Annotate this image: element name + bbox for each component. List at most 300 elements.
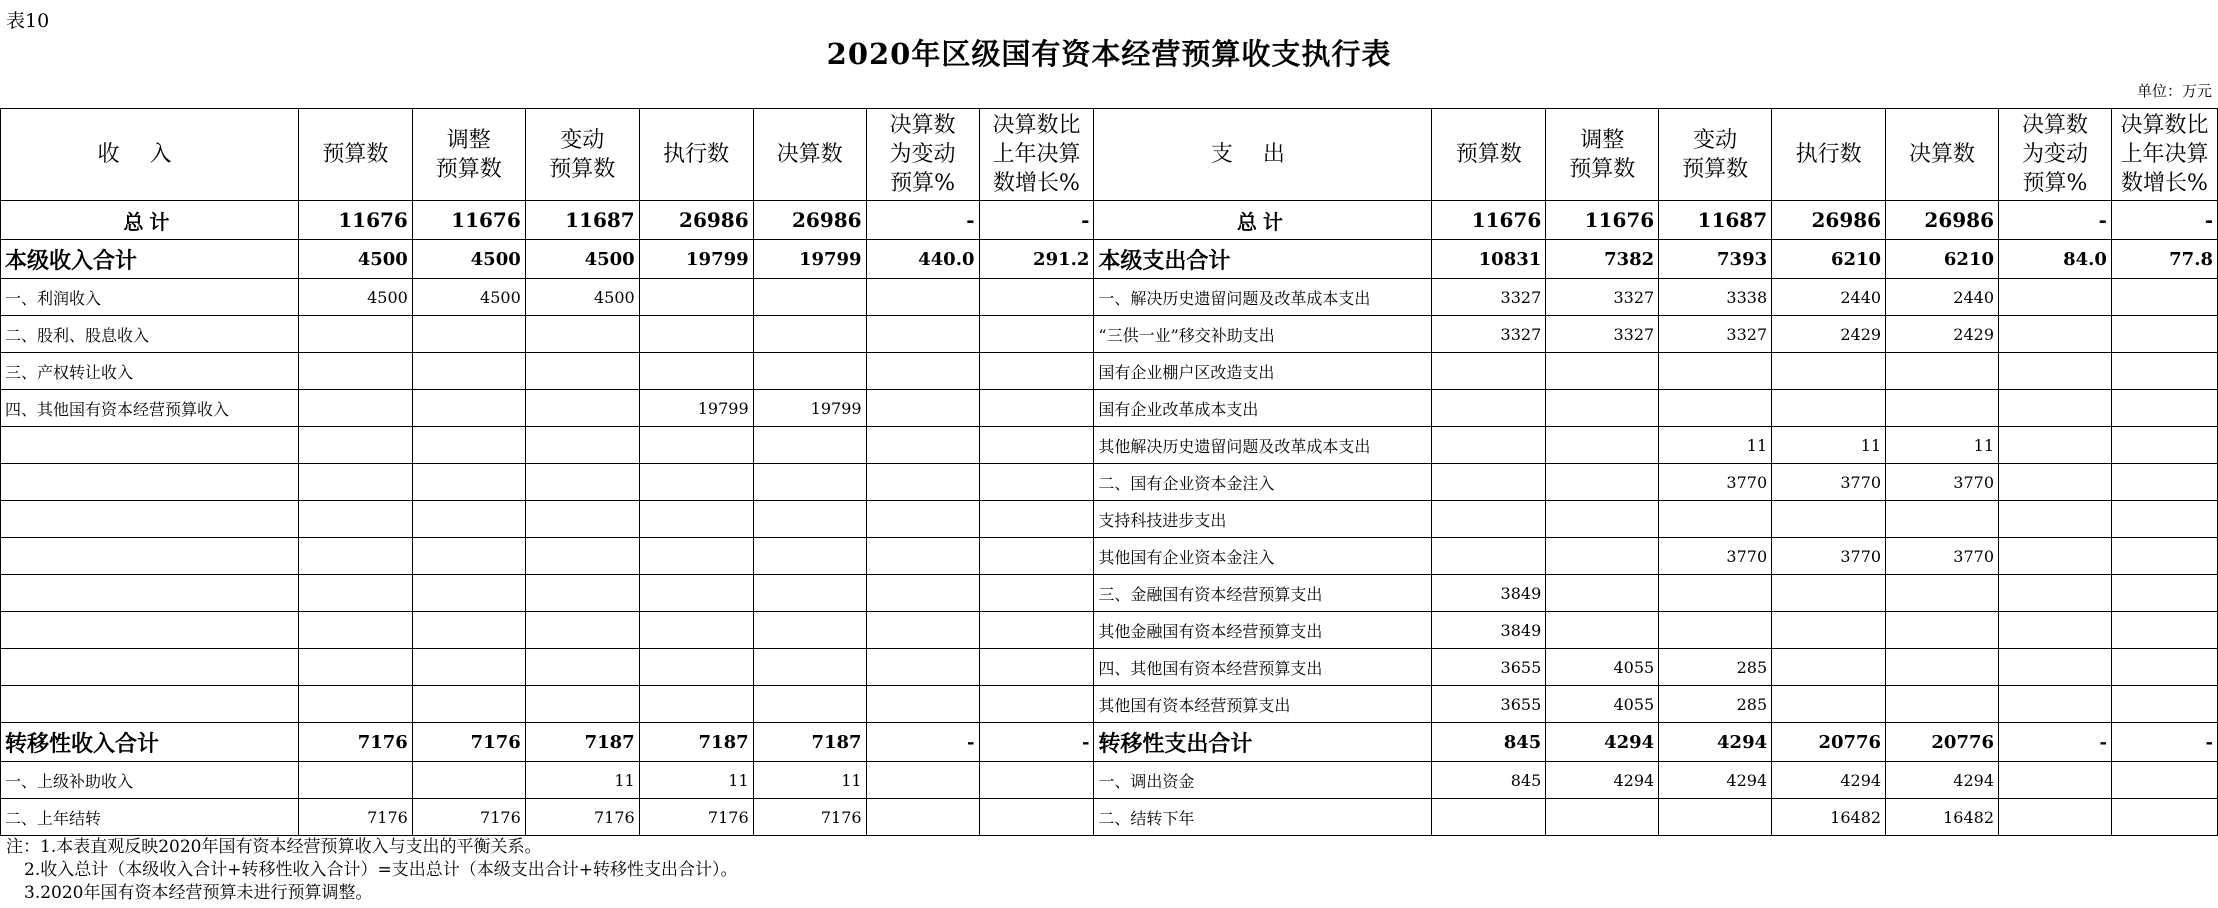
expense-value [1772, 649, 1886, 686]
expense-value: 11687 [1659, 201, 1772, 240]
income-value: 7176 [298, 799, 412, 836]
income-value [866, 686, 979, 723]
expense-value [2111, 501, 2217, 538]
income-value: 11 [753, 762, 866, 799]
income-value [866, 538, 979, 575]
expense-value: 11 [1886, 427, 1999, 464]
expense-value: 6210 [1886, 240, 1999, 279]
expense-value [1999, 762, 2112, 799]
income-value [298, 464, 412, 501]
income-value [412, 390, 525, 427]
table-row [1, 612, 2218, 649]
income-value [412, 686, 525, 723]
expense-value: - [1999, 201, 2112, 240]
footnote: 注：1.本表直观反映2020年国有资本经营预算收入与支出的平衡关系。 [6, 837, 542, 857]
expense-value [2111, 799, 2217, 836]
income-value [298, 612, 412, 649]
expense-value [2111, 316, 2217, 353]
income-value [639, 464, 753, 501]
expense-value [1546, 799, 1659, 836]
income-value [298, 538, 412, 575]
income-value: 19799 [753, 390, 866, 427]
income-label [1, 501, 299, 538]
expense-value: 4294 [1546, 723, 1659, 762]
income-value [753, 649, 866, 686]
income-value [639, 316, 753, 353]
income-label: 一、上级补助收入 [1, 762, 299, 799]
expense-value: 7382 [1546, 240, 1659, 279]
income-label: 转移性收入合计 [1, 723, 299, 762]
income-label: 二、上年结转 [1, 799, 299, 836]
expense-value: 4294 [1659, 723, 1772, 762]
income-value: 7176 [412, 799, 525, 836]
expense-value: 16482 [1772, 799, 1886, 836]
expense-value [1432, 353, 1546, 390]
income-value [866, 649, 979, 686]
header-income: 收入 [1, 109, 299, 201]
expense-value: 4055 [1546, 649, 1659, 686]
income-value: 4500 [412, 240, 525, 279]
table-row [1, 464, 2218, 501]
expense-value: 3849 [1432, 575, 1546, 612]
expense-value [1886, 686, 1999, 723]
expense-value: 11 [1659, 427, 1772, 464]
expense-value [1659, 612, 1772, 649]
expense-value: 3327 [1546, 279, 1659, 316]
income-value: 7176 [525, 799, 639, 836]
income-value: 4500 [412, 279, 525, 316]
expense-value: 26986 [1886, 201, 1999, 240]
income-value [639, 501, 753, 538]
income-value [525, 686, 639, 723]
income-value [298, 353, 412, 390]
income-value [412, 427, 525, 464]
expense-value: 11 [1772, 427, 1886, 464]
expense-label: 总计 [1094, 201, 1432, 240]
expense-value: 2429 [1886, 316, 1999, 353]
table-row [1, 799, 2218, 836]
header-budget: 预算数 [298, 109, 412, 201]
expense-value: 7393 [1659, 240, 1772, 279]
income-value: 4500 [298, 279, 412, 316]
expense-value [1999, 686, 2112, 723]
expense-value [1659, 575, 1772, 612]
expense-label: 其他国有资本经营预算支出 [1094, 686, 1432, 723]
expense-label: 转移性支出合计 [1094, 723, 1432, 762]
expense-value [1886, 612, 1999, 649]
expense-value [1886, 575, 1999, 612]
expense-value [2111, 279, 2217, 316]
income-value [866, 575, 979, 612]
expense-value: 285 [1659, 686, 1772, 723]
expense-value [1432, 464, 1546, 501]
income-value [639, 612, 753, 649]
expense-value [1886, 649, 1999, 686]
expense-value [2111, 427, 2217, 464]
header-final-pct: 决算数 为变动 预算% [1999, 109, 2112, 201]
expense-label: 一、调出资金 [1094, 762, 1432, 799]
footnote: 3.2020年国有资本经营预算未进行预算调整。 [24, 883, 373, 903]
expense-value: 3327 [1432, 316, 1546, 353]
income-value [639, 575, 753, 612]
income-value [753, 575, 866, 612]
income-label: 本级收入合计 [1, 240, 299, 279]
expense-label: 二、结转下年 [1094, 799, 1432, 836]
income-value [866, 279, 979, 316]
income-value [979, 279, 1094, 316]
income-value [412, 575, 525, 612]
expense-value: - [1999, 723, 2112, 762]
expense-value [1546, 575, 1659, 612]
expense-value [1546, 612, 1659, 649]
expense-value [1999, 501, 2112, 538]
header-changed: 变动 预算数 [1659, 109, 1772, 201]
income-value [298, 762, 412, 799]
expense-value: 4294 [1886, 762, 1999, 799]
expense-value: 11676 [1432, 201, 1546, 240]
table-row [1, 538, 2218, 575]
income-value [639, 279, 753, 316]
expense-value: 4294 [1546, 762, 1659, 799]
income-value [639, 538, 753, 575]
income-label: 二、股利、股息收入 [1, 316, 299, 353]
expense-value: 3655 [1432, 649, 1546, 686]
income-value [298, 427, 412, 464]
income-value [979, 464, 1094, 501]
expense-value: 3770 [1659, 538, 1772, 575]
income-label [1, 575, 299, 612]
income-value: - [866, 201, 979, 240]
income-value [639, 427, 753, 464]
income-label: 四、其他国有资本经营预算收入 [1, 390, 299, 427]
expense-value [1886, 353, 1999, 390]
income-value [866, 762, 979, 799]
expense-value [1999, 353, 2112, 390]
expense-value [2111, 575, 2217, 612]
expense-value: 3655 [1432, 686, 1546, 723]
income-value [298, 575, 412, 612]
budget-execution-table [0, 108, 2218, 836]
local-sum-row [1, 240, 2218, 279]
expense-value: 845 [1432, 762, 1546, 799]
income-value [866, 501, 979, 538]
income-label [1, 538, 299, 575]
expense-value [1546, 501, 1659, 538]
income-value [412, 316, 525, 353]
expense-value [1432, 538, 1546, 575]
income-value [525, 612, 639, 649]
income-value [412, 612, 525, 649]
income-value [979, 612, 1094, 649]
income-value [753, 538, 866, 575]
expense-value [1886, 390, 1999, 427]
expense-value: 26986 [1772, 201, 1886, 240]
table-row [1, 390, 2218, 427]
income-value [979, 353, 1094, 390]
expense-value [2111, 762, 2217, 799]
expense-value [1999, 427, 2112, 464]
income-value [525, 575, 639, 612]
table-row [1, 279, 2218, 316]
income-value [412, 538, 525, 575]
expense-value: 4294 [1659, 762, 1772, 799]
expense-value [1999, 649, 2112, 686]
income-value [979, 538, 1094, 575]
income-value [753, 612, 866, 649]
header-budget: 预算数 [1432, 109, 1546, 201]
unit-label: 单位：万元 [2136, 82, 2212, 100]
expense-value [1432, 799, 1546, 836]
expense-value [2111, 464, 2217, 501]
income-value [753, 316, 866, 353]
income-label: 三、产权转让收入 [1, 353, 299, 390]
expense-value [2111, 390, 2217, 427]
header-final: 决算数 [753, 109, 866, 201]
expense-value: 20776 [1772, 723, 1886, 762]
expense-value: 4294 [1772, 762, 1886, 799]
income-value [525, 649, 639, 686]
income-value: 291.2 [979, 240, 1094, 279]
income-value: 19799 [639, 240, 753, 279]
expense-value [1772, 686, 1886, 723]
expense-value: 3770 [1886, 464, 1999, 501]
income-value: 26986 [753, 201, 866, 240]
income-value: 440.0 [866, 240, 979, 279]
income-value [639, 686, 753, 723]
income-value [866, 612, 979, 649]
expense-label: 本级支出合计 [1094, 240, 1432, 279]
expense-value: 3327 [1432, 279, 1546, 316]
header-executed: 执行数 [639, 109, 753, 201]
income-value: 19799 [639, 390, 753, 427]
income-value [298, 501, 412, 538]
income-value: 7176 [639, 799, 753, 836]
expense-label: 其他解决历史遗留问题及改革成本支出 [1094, 427, 1432, 464]
transfer-sum-row [1, 723, 2218, 762]
income-value: 11 [525, 762, 639, 799]
expense-value [1659, 799, 1772, 836]
income-value [979, 762, 1094, 799]
expense-value: 6210 [1772, 240, 1886, 279]
income-value: 11676 [412, 201, 525, 240]
expense-value: 2440 [1772, 279, 1886, 316]
footnote: 2.收入总计（本级收入合计+转移性收入合计）=支出总计（本级支出合计+转移性支出合计）。 [24, 860, 738, 880]
income-value [412, 762, 525, 799]
expense-value: 2440 [1886, 279, 1999, 316]
header-changed: 变动 预算数 [525, 109, 639, 201]
income-value [525, 316, 639, 353]
income-value: 7187 [753, 723, 866, 762]
expense-value [1432, 501, 1546, 538]
expense-value [1886, 501, 1999, 538]
income-value [979, 390, 1094, 427]
expense-value [2111, 353, 2217, 390]
income-value: 7187 [525, 723, 639, 762]
income-value: 7176 [298, 723, 412, 762]
expense-value [1546, 464, 1659, 501]
expense-value: 3849 [1432, 612, 1546, 649]
income-value [412, 649, 525, 686]
header-expense: 支出 [1094, 109, 1432, 201]
income-value: - [979, 723, 1094, 762]
footnotes [6, 836, 737, 905]
income-value [298, 686, 412, 723]
expense-value: 84.0 [1999, 240, 2112, 279]
expense-value [1772, 353, 1886, 390]
income-value [412, 501, 525, 538]
expense-value: 4055 [1546, 686, 1659, 723]
expense-label: 支持科技进步支出 [1094, 501, 1432, 538]
expense-value [1772, 501, 1886, 538]
expense-value: 20776 [1886, 723, 1999, 762]
income-value [979, 649, 1094, 686]
expense-value: 3770 [1659, 464, 1772, 501]
income-value: 7176 [753, 799, 866, 836]
expense-value [1999, 575, 2112, 612]
header-final: 决算数 [1886, 109, 1999, 201]
expense-label: 三、金融国有资本经营预算支出 [1094, 575, 1432, 612]
header-final-pct: 决算数 为变动 预算% [866, 109, 979, 201]
expense-value: - [2111, 201, 2217, 240]
expense-value [1546, 390, 1659, 427]
income-value [525, 353, 639, 390]
income-value [753, 279, 866, 316]
table-row [1, 575, 2218, 612]
income-value [866, 427, 979, 464]
income-value [979, 575, 1094, 612]
expense-value: 3338 [1659, 279, 1772, 316]
expense-value [1432, 390, 1546, 427]
expense-value: 3770 [1772, 464, 1886, 501]
expense-value [1999, 316, 2112, 353]
income-value: 7187 [639, 723, 753, 762]
income-value [525, 464, 639, 501]
income-value: 4500 [298, 240, 412, 279]
expense-value: 845 [1432, 723, 1546, 762]
income-value [753, 353, 866, 390]
income-label [1, 612, 299, 649]
income-label: 总计 [1, 201, 299, 240]
expense-value [1999, 464, 2112, 501]
income-value: - [866, 723, 979, 762]
expense-value [1999, 390, 2112, 427]
income-value: 26986 [639, 201, 753, 240]
expense-value: 285 [1659, 649, 1772, 686]
income-label [1, 427, 299, 464]
header-row [1, 109, 2218, 201]
income-value [298, 390, 412, 427]
expense-label: 二、国有企业资本金注入 [1094, 464, 1432, 501]
income-value [639, 649, 753, 686]
header-adjusted: 调整 预算数 [1546, 109, 1659, 201]
income-value [866, 316, 979, 353]
income-value: 4500 [525, 279, 639, 316]
expense-label: 其他国有企业资本金注入 [1094, 538, 1432, 575]
income-value: 19799 [753, 240, 866, 279]
table-row [1, 316, 2218, 353]
income-value [525, 427, 639, 464]
table-number: 表10 [6, 10, 50, 32]
income-value: 7176 [412, 723, 525, 762]
income-value [753, 427, 866, 464]
expense-value [1999, 279, 2112, 316]
expense-value [1772, 390, 1886, 427]
income-value [866, 799, 979, 836]
expense-value [2111, 649, 2217, 686]
expense-label: 四、其他国有资本经营预算支出 [1094, 649, 1432, 686]
income-value [298, 316, 412, 353]
expense-value [1546, 353, 1659, 390]
table-row [1, 427, 2218, 464]
total-row [1, 201, 2218, 240]
expense-value: 2429 [1772, 316, 1886, 353]
expense-label: 国有企业棚户区改造支出 [1094, 353, 1432, 390]
expense-value [1999, 612, 2112, 649]
income-value [979, 427, 1094, 464]
expense-value: 3770 [1772, 538, 1886, 575]
income-value [979, 686, 1094, 723]
expense-value: 3327 [1546, 316, 1659, 353]
expense-value: 16482 [1886, 799, 1999, 836]
expense-value [1772, 575, 1886, 612]
income-value [412, 464, 525, 501]
expense-value [1659, 501, 1772, 538]
expense-label: “三供一业”移交补助支出 [1094, 316, 1432, 353]
income-value [525, 390, 639, 427]
header-adjusted: 调整 预算数 [412, 109, 525, 201]
table-row [1, 649, 2218, 686]
table-row [1, 501, 2218, 538]
income-value [298, 649, 412, 686]
expense-value [1546, 427, 1659, 464]
income-value [979, 799, 1094, 836]
expense-value: 3770 [1886, 538, 1999, 575]
expense-value [1659, 353, 1772, 390]
income-value [979, 316, 1094, 353]
income-value [866, 353, 979, 390]
header-final-growth: 决算数比 上年决算 数增长% [2111, 109, 2217, 201]
income-value [525, 501, 639, 538]
income-label [1, 686, 299, 723]
income-value [412, 353, 525, 390]
income-value: 11 [639, 762, 753, 799]
expense-value: - [2111, 723, 2217, 762]
income-value [753, 501, 866, 538]
expense-value [1546, 538, 1659, 575]
expense-value [1772, 612, 1886, 649]
income-value: 11676 [298, 201, 412, 240]
income-value [525, 538, 639, 575]
income-value [753, 686, 866, 723]
header-executed: 执行数 [1772, 109, 1886, 201]
header-final-growth: 决算数比 上年决算 数增长% [979, 109, 1094, 201]
expense-value [1999, 538, 2112, 575]
income-value [639, 353, 753, 390]
expense-value [1432, 427, 1546, 464]
income-value [753, 464, 866, 501]
expense-label: 国有企业改革成本支出 [1094, 390, 1432, 427]
page-title: 2020年区级国有资本经营预算收支执行表 [826, 37, 1392, 71]
income-value [866, 464, 979, 501]
expense-value [1999, 799, 2112, 836]
income-value: - [979, 201, 1094, 240]
expense-value: 11676 [1546, 201, 1659, 240]
expense-value: 10831 [1432, 240, 1546, 279]
income-label [1, 649, 299, 686]
table-row [1, 762, 2218, 799]
table-row [1, 686, 2218, 723]
expense-label: 其他金融国有资本经营预算支出 [1094, 612, 1432, 649]
